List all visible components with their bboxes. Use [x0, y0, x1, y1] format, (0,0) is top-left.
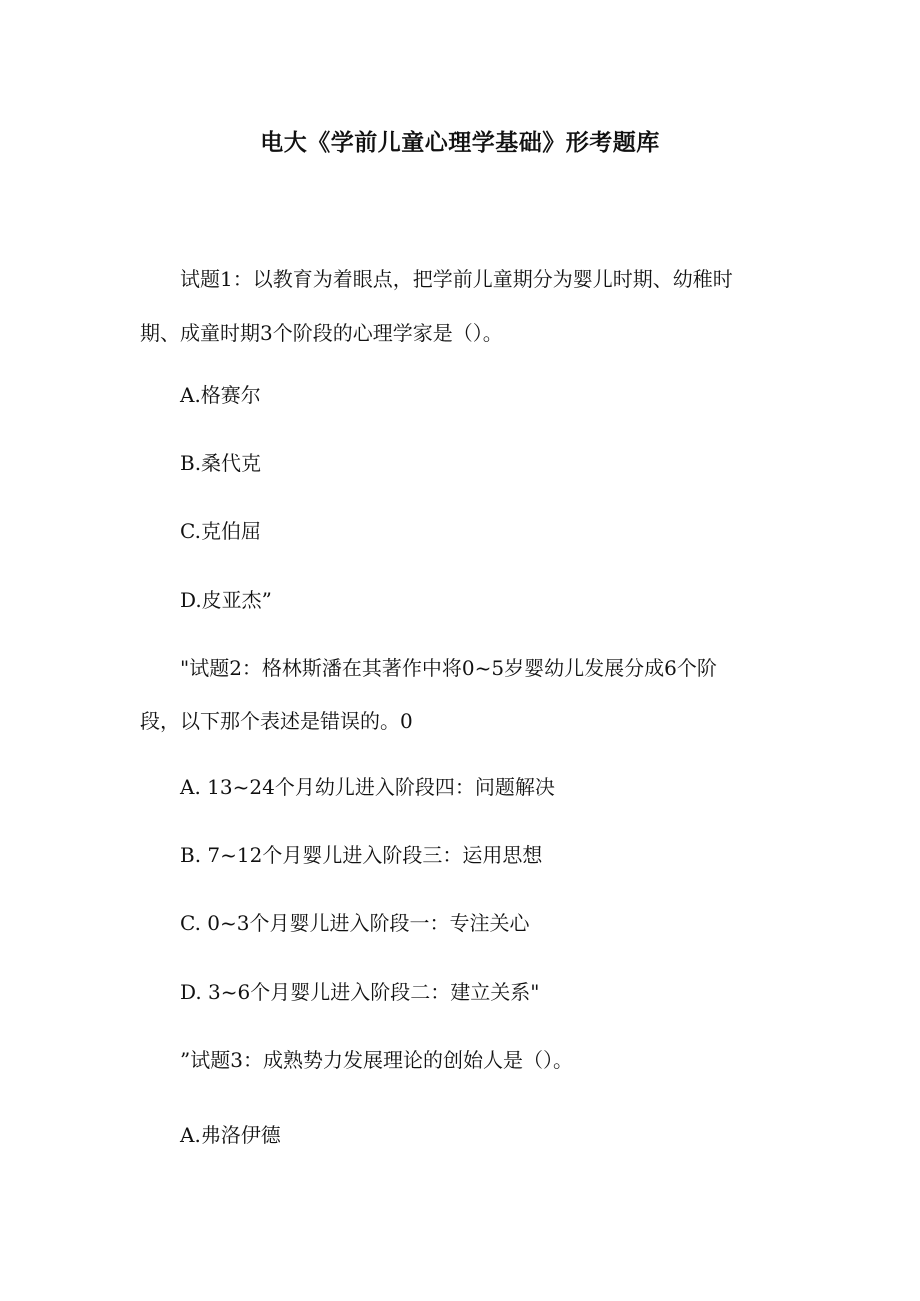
question-1-stem-line-2: 期、成童时期3个阶段的心理学家是（）。 — [140, 321, 503, 345]
question-2-option-b: B. 7~12个月婴儿进入阶段三：运用思想 — [180, 843, 543, 867]
document-title: 电大《学前儿童心理学基础》形考题库 — [260, 130, 660, 156]
question-1-option-c: C.克伯屈 — [180, 519, 261, 543]
question-3-stem: ”试题3：成熟势力发展理论的创始人是（）。 — [180, 1048, 573, 1072]
question-2-stem-line-2: 段，以下那个表述是错误的。0 — [140, 709, 413, 733]
question-2-option-a: A. 13~24个月幼儿进入阶段四：问题解决 — [180, 775, 555, 799]
question-1-option-d: D.皮亚杰” — [180, 588, 272, 612]
question-3-option-a: A.弗洛伊德 — [180, 1123, 281, 1147]
question-2-option-d: D. 3~6个月婴儿进入阶段二：建立关系" — [180, 980, 540, 1004]
question-1-stem-line-1: 试题1：以教育为着眼点，把学前儿童期分为婴儿时期、幼稚时 — [180, 267, 733, 291]
question-1-option-b: B.桑代克 — [180, 451, 262, 475]
question-1-option-a: A.格赛尔 — [180, 383, 261, 407]
question-2-option-c: C. 0~3个月婴儿进入阶段一：专注关心 — [180, 911, 530, 935]
question-2-stem-line-1: "试题2：格林斯潘在其著作中将0~5岁婴幼儿发展分成6个阶 — [180, 656, 717, 680]
